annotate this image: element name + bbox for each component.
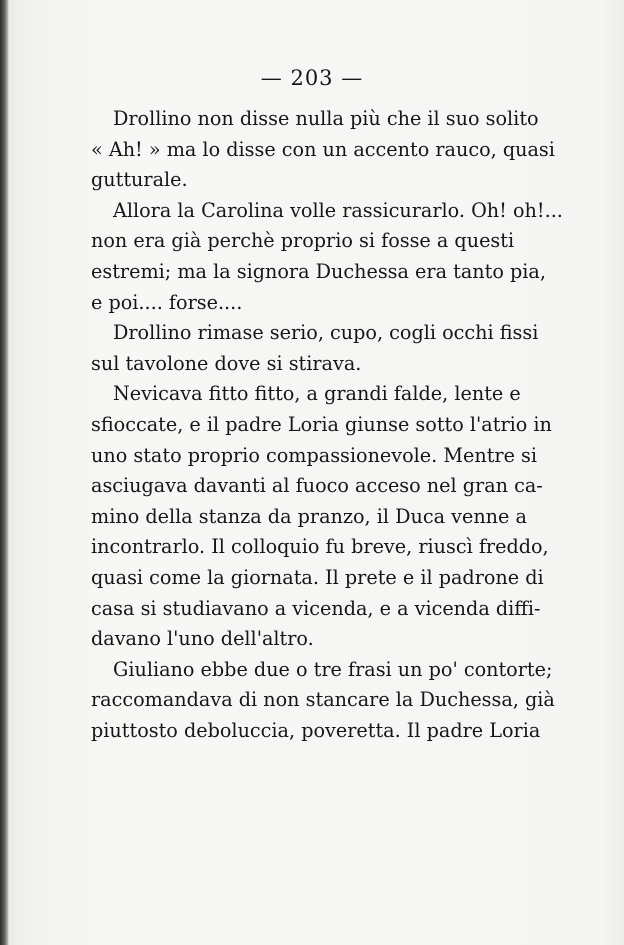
- page-number: — 203 —: [260, 66, 364, 90]
- text-line: « Ah! » ma lo disse con un accento rauco, quasi: [91, 137, 555, 161]
- text-line: quasi come la giornata. Il prete e il padrone di: [91, 565, 544, 589]
- text-line: gutturale.: [91, 168, 188, 192]
- text-line: non era già perchè proprio si fosse a questi: [91, 229, 515, 253]
- text-line: e poi.... forse....: [91, 290, 243, 314]
- text-line: Drollino non disse nulla più che il suo solito: [113, 107, 539, 130]
- text-line: casa si studiavano a vicenda, e a vicenda diffi-: [91, 596, 541, 620]
- paragraph-1: [91, 104, 555, 196]
- page-binding-edge: [0, 0, 9, 945]
- text-line: piuttosto deboluccia, poveretta. Il padre Loria: [91, 718, 541, 742]
- body-text: [91, 104, 563, 746]
- text-line: estremi; ma la signora Duchessa era tanto pia,: [91, 259, 546, 283]
- paragraph-2: [91, 196, 563, 318]
- text-line: raccomandava di non stancare la Duchessa, già: [91, 688, 555, 712]
- text-line: incontrarlo. Il colloquio fu breve, riuscì freddo,: [91, 535, 549, 559]
- paragraph-4: [91, 379, 552, 654]
- text-line: Nevicava fitto fitto, a grandi falde, lente e: [113, 382, 521, 406]
- text-line: Drollino rimase serio, cupo, cogli occhi fissi: [113, 321, 539, 345]
- text-line: Giuliano ebbe due o tre frasi un po' contorte;: [113, 657, 553, 681]
- text-line: davano l'uno dell'altro.: [91, 627, 314, 651]
- text-line: Allora la Carolina volle rassicurarlo. Oh! oh!...: [113, 198, 563, 222]
- text-line: asciugava davanti al fuoco acceso nel gran ca-: [91, 474, 543, 498]
- paragraph-5: [91, 655, 555, 747]
- text-line: mino della stanza da pranzo, il Duca venne a: [91, 504, 527, 528]
- text-line: uno stato proprio compassionevole. Mentre si: [91, 443, 538, 467]
- paragraph-3: [91, 318, 539, 379]
- text-line: sfioccate, e il padre Loria giunse sotto l'atrio in: [91, 412, 552, 436]
- text-line: sul tavolone dove si stirava.: [91, 351, 362, 375]
